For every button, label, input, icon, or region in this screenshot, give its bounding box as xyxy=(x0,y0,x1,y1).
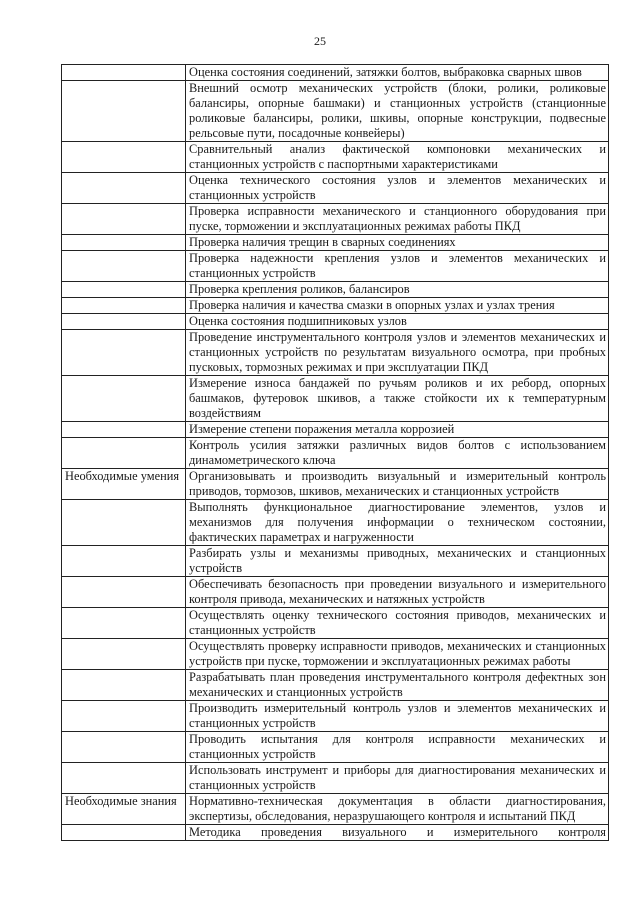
category-cell xyxy=(62,65,186,81)
table-row xyxy=(62,825,609,841)
table-row xyxy=(62,282,609,298)
item-cell: Контроль усилия затяжки различных видов болтов с использованием динамометрического ключа xyxy=(186,438,609,469)
table-row xyxy=(62,608,609,639)
category-cell xyxy=(62,763,186,794)
table-row xyxy=(62,763,609,794)
item-cell: Разбирать узлы и механизмы приводных, механических и станционных устройств xyxy=(186,546,609,577)
category-cell xyxy=(62,376,186,422)
category-cell xyxy=(62,298,186,314)
table-row xyxy=(62,81,609,142)
category-cell xyxy=(62,732,186,763)
category-cell xyxy=(62,422,186,438)
page-number: 25 xyxy=(314,34,326,48)
table-row xyxy=(62,500,609,546)
item-cell: Проверка наличия и качества смазки в опорных узлах и узлах трения xyxy=(186,298,609,314)
table-row xyxy=(62,438,609,469)
category-cell xyxy=(62,701,186,732)
competency-table xyxy=(61,64,609,841)
category-cell xyxy=(62,546,186,577)
item-cell: Сравнительный анализ фактической компоновки механических и станционных устройств с паспортными характеристиками xyxy=(186,142,609,173)
table-row xyxy=(62,251,609,282)
table-row xyxy=(62,173,609,204)
category-cell xyxy=(62,500,186,546)
category-cell xyxy=(62,235,186,251)
item-cell: Проверка исправности механического и станционного оборудования при пуске, торможении и эксплуатационных режимах работы ПКД xyxy=(186,204,609,235)
table-row xyxy=(62,330,609,376)
table-row xyxy=(62,546,609,577)
category-cell xyxy=(62,670,186,701)
item-cell: Разрабатывать план проведения инструментального контроля дефектных зон механических и станционных устройств xyxy=(186,670,609,701)
item-cell: Проведение инструментального контроля узлов и элементов механических и станционных устройств по результатам визуального осмотра, при пробных пусковых, тормозных режимах и при эксплуатации ПКД xyxy=(186,330,609,376)
table-row xyxy=(62,298,609,314)
item-cell: Проводить испытания для контроля исправности механических и станционных устройств xyxy=(186,732,609,763)
table-row xyxy=(62,577,609,608)
item-cell: Измерение степени поражения металла коррозией xyxy=(186,422,609,438)
item-cell: Нормативно-техническая документация в области диагностирования, экспертизы, обследования, неразрушающего контроля и испытаний ПКД xyxy=(186,794,609,825)
table-row xyxy=(62,204,609,235)
item-cell: Выполнять функциональное диагностирование элементов, узлов и механизмов для получения информации о техническом состоянии, фактических параметрах и нагруженности xyxy=(186,500,609,546)
category-cell xyxy=(62,639,186,670)
item-cell: Оценка технического состояния узлов и элементов механических и станционных устройств xyxy=(186,173,609,204)
table-row xyxy=(62,235,609,251)
item-cell: Методика проведения визуального и измерительного контроля xyxy=(186,825,609,841)
category-cell xyxy=(62,142,186,173)
category-cell xyxy=(62,577,186,608)
category-cell xyxy=(62,282,186,298)
category-cell: Необходимые знания xyxy=(62,794,186,825)
category-cell xyxy=(62,608,186,639)
category-cell: Необходимые умения xyxy=(62,469,186,500)
item-cell: Использовать инструмент и приборы для диагностирования механических и станционных устройств xyxy=(186,763,609,794)
category-cell xyxy=(62,81,186,142)
item-cell: Измерение износа бандажей по ручьям роликов и их реборд, опорных башмаков, футеровок шкивов, а также стойкости их к температурным воздействиям xyxy=(186,376,609,422)
table-row xyxy=(62,142,609,173)
item-cell: Обеспечивать безопасность при проведении визуального и измерительного контроля привода, механических и натяжных устройств xyxy=(186,577,609,608)
item-cell: Оценка состояния подшипниковых узлов xyxy=(186,314,609,330)
table-row xyxy=(62,469,609,500)
category-cell xyxy=(62,330,186,376)
item-cell: Осуществлять проверку исправности приводов, механических и станционных устройств при пуске, торможении и эксплуатационных режимах работы xyxy=(186,639,609,670)
item-cell: Оценка состояния соединений, затяжки болтов, выбраковка сварных швов xyxy=(186,65,609,81)
item-cell: Проверка крепления роликов, балансиров xyxy=(186,282,609,298)
category-cell xyxy=(62,314,186,330)
table-row xyxy=(62,670,609,701)
category-cell xyxy=(62,825,186,841)
item-cell: Организовывать и производить визуальный и измерительный контроль приводов, тормозов, шкивов, механических и станционных устройств xyxy=(186,469,609,500)
table-row xyxy=(62,732,609,763)
category-cell xyxy=(62,438,186,469)
item-cell: Производить измерительный контроль узлов и элементов механических и станционных устройств xyxy=(186,701,609,732)
table-row xyxy=(62,376,609,422)
table-row xyxy=(62,701,609,732)
category-cell xyxy=(62,173,186,204)
item-cell: Внешний осмотр механических устройств (блоки, ролики, роликовые балансиры, опорные башмаки) и станционных устройств (станционные роликовые балансиры, ролики, шкивы, опорные конструкции, подвесные рельсовые пути, посадочные конвейеры) xyxy=(186,81,609,142)
table-row xyxy=(62,65,609,81)
item-cell: Проверка надежности крепления узлов и элементов механических и станционных устройств xyxy=(186,251,609,282)
table-row xyxy=(62,422,609,438)
item-cell: Проверка наличия трещин в сварных соединениях xyxy=(186,235,609,251)
category-cell xyxy=(62,251,186,282)
table-row xyxy=(62,314,609,330)
category-cell xyxy=(62,204,186,235)
item-cell: Осуществлять оценку технического состояния приводов, механических и станционных устройств xyxy=(186,608,609,639)
table-row xyxy=(62,794,609,825)
table-row xyxy=(62,639,609,670)
